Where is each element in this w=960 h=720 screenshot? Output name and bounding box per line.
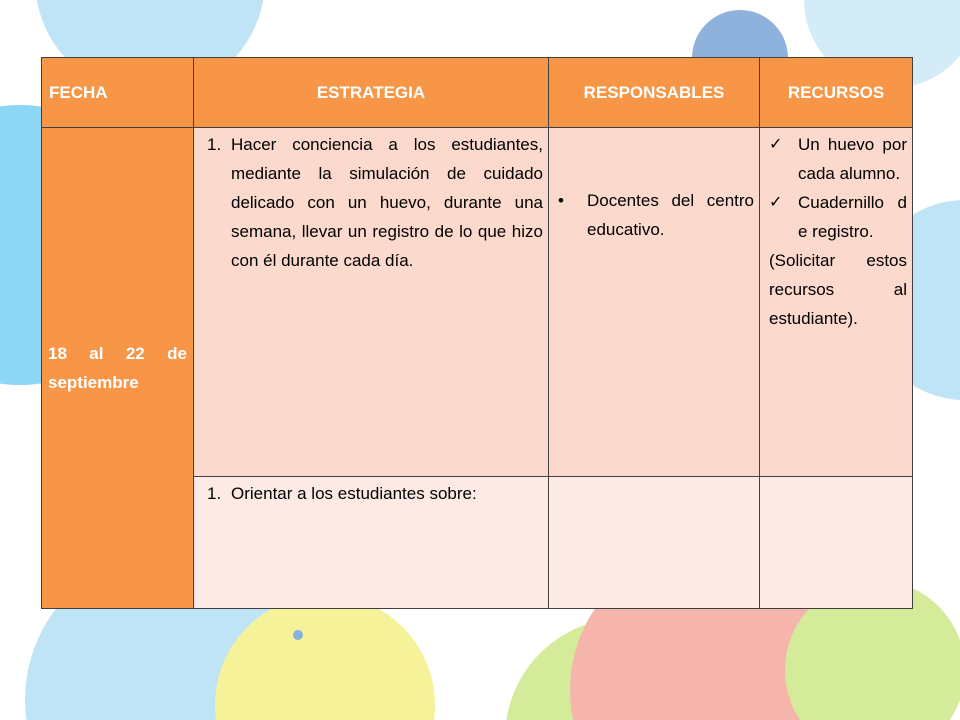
bullet-icon: • — [558, 191, 564, 210]
header-row — [42, 58, 913, 128]
responsables-text: Docentes del centro educativo. — [587, 191, 754, 239]
blue-dot — [293, 630, 303, 640]
recurso-item: Un huevo por cada alumno. — [798, 135, 907, 183]
table-row — [42, 128, 913, 477]
responsables-cell — [549, 477, 760, 609]
planning-table — [41, 57, 913, 609]
fecha-cell — [42, 128, 194, 609]
item-number: 1. — [207, 135, 222, 154]
fecha-value: 18 al 22 de septiembre — [48, 344, 187, 392]
item-number: 1. — [207, 484, 222, 503]
checkmark-icon: ✓ — [769, 136, 783, 153]
header-fecha: FECHA — [42, 58, 194, 128]
header-responsables: RESPONSABLES — [549, 58, 760, 128]
checkmark-icon: ✓ — [769, 194, 783, 211]
responsables-cell — [549, 128, 760, 477]
list-item — [195, 130, 547, 275]
recursos-cell — [760, 128, 913, 477]
estrategia-text: Hacer conciencia a los estudiantes, mediante la simulación de cuidado delicado con un huevo, durante una semana, llevar un registro de lo que hizo con él durante cada día. — [231, 135, 543, 270]
list-item — [550, 186, 758, 244]
estrategia-text: Orientar a los estudiantes sobre: — [231, 484, 477, 503]
estrategia-cell — [194, 128, 549, 477]
header-estrategia: ESTRATEGIA — [194, 58, 549, 128]
estrategia-cell — [194, 477, 549, 609]
list-item — [761, 188, 911, 246]
header-recursos: RECURSOS — [760, 58, 913, 128]
list-item — [195, 479, 547, 508]
recursos-cell — [760, 477, 913, 609]
recursos-note: (Solicitar estos recursos al estudiante). — [769, 251, 907, 328]
recurso-item: Cuadernillo de registro. — [798, 193, 907, 241]
list-item — [761, 130, 911, 188]
